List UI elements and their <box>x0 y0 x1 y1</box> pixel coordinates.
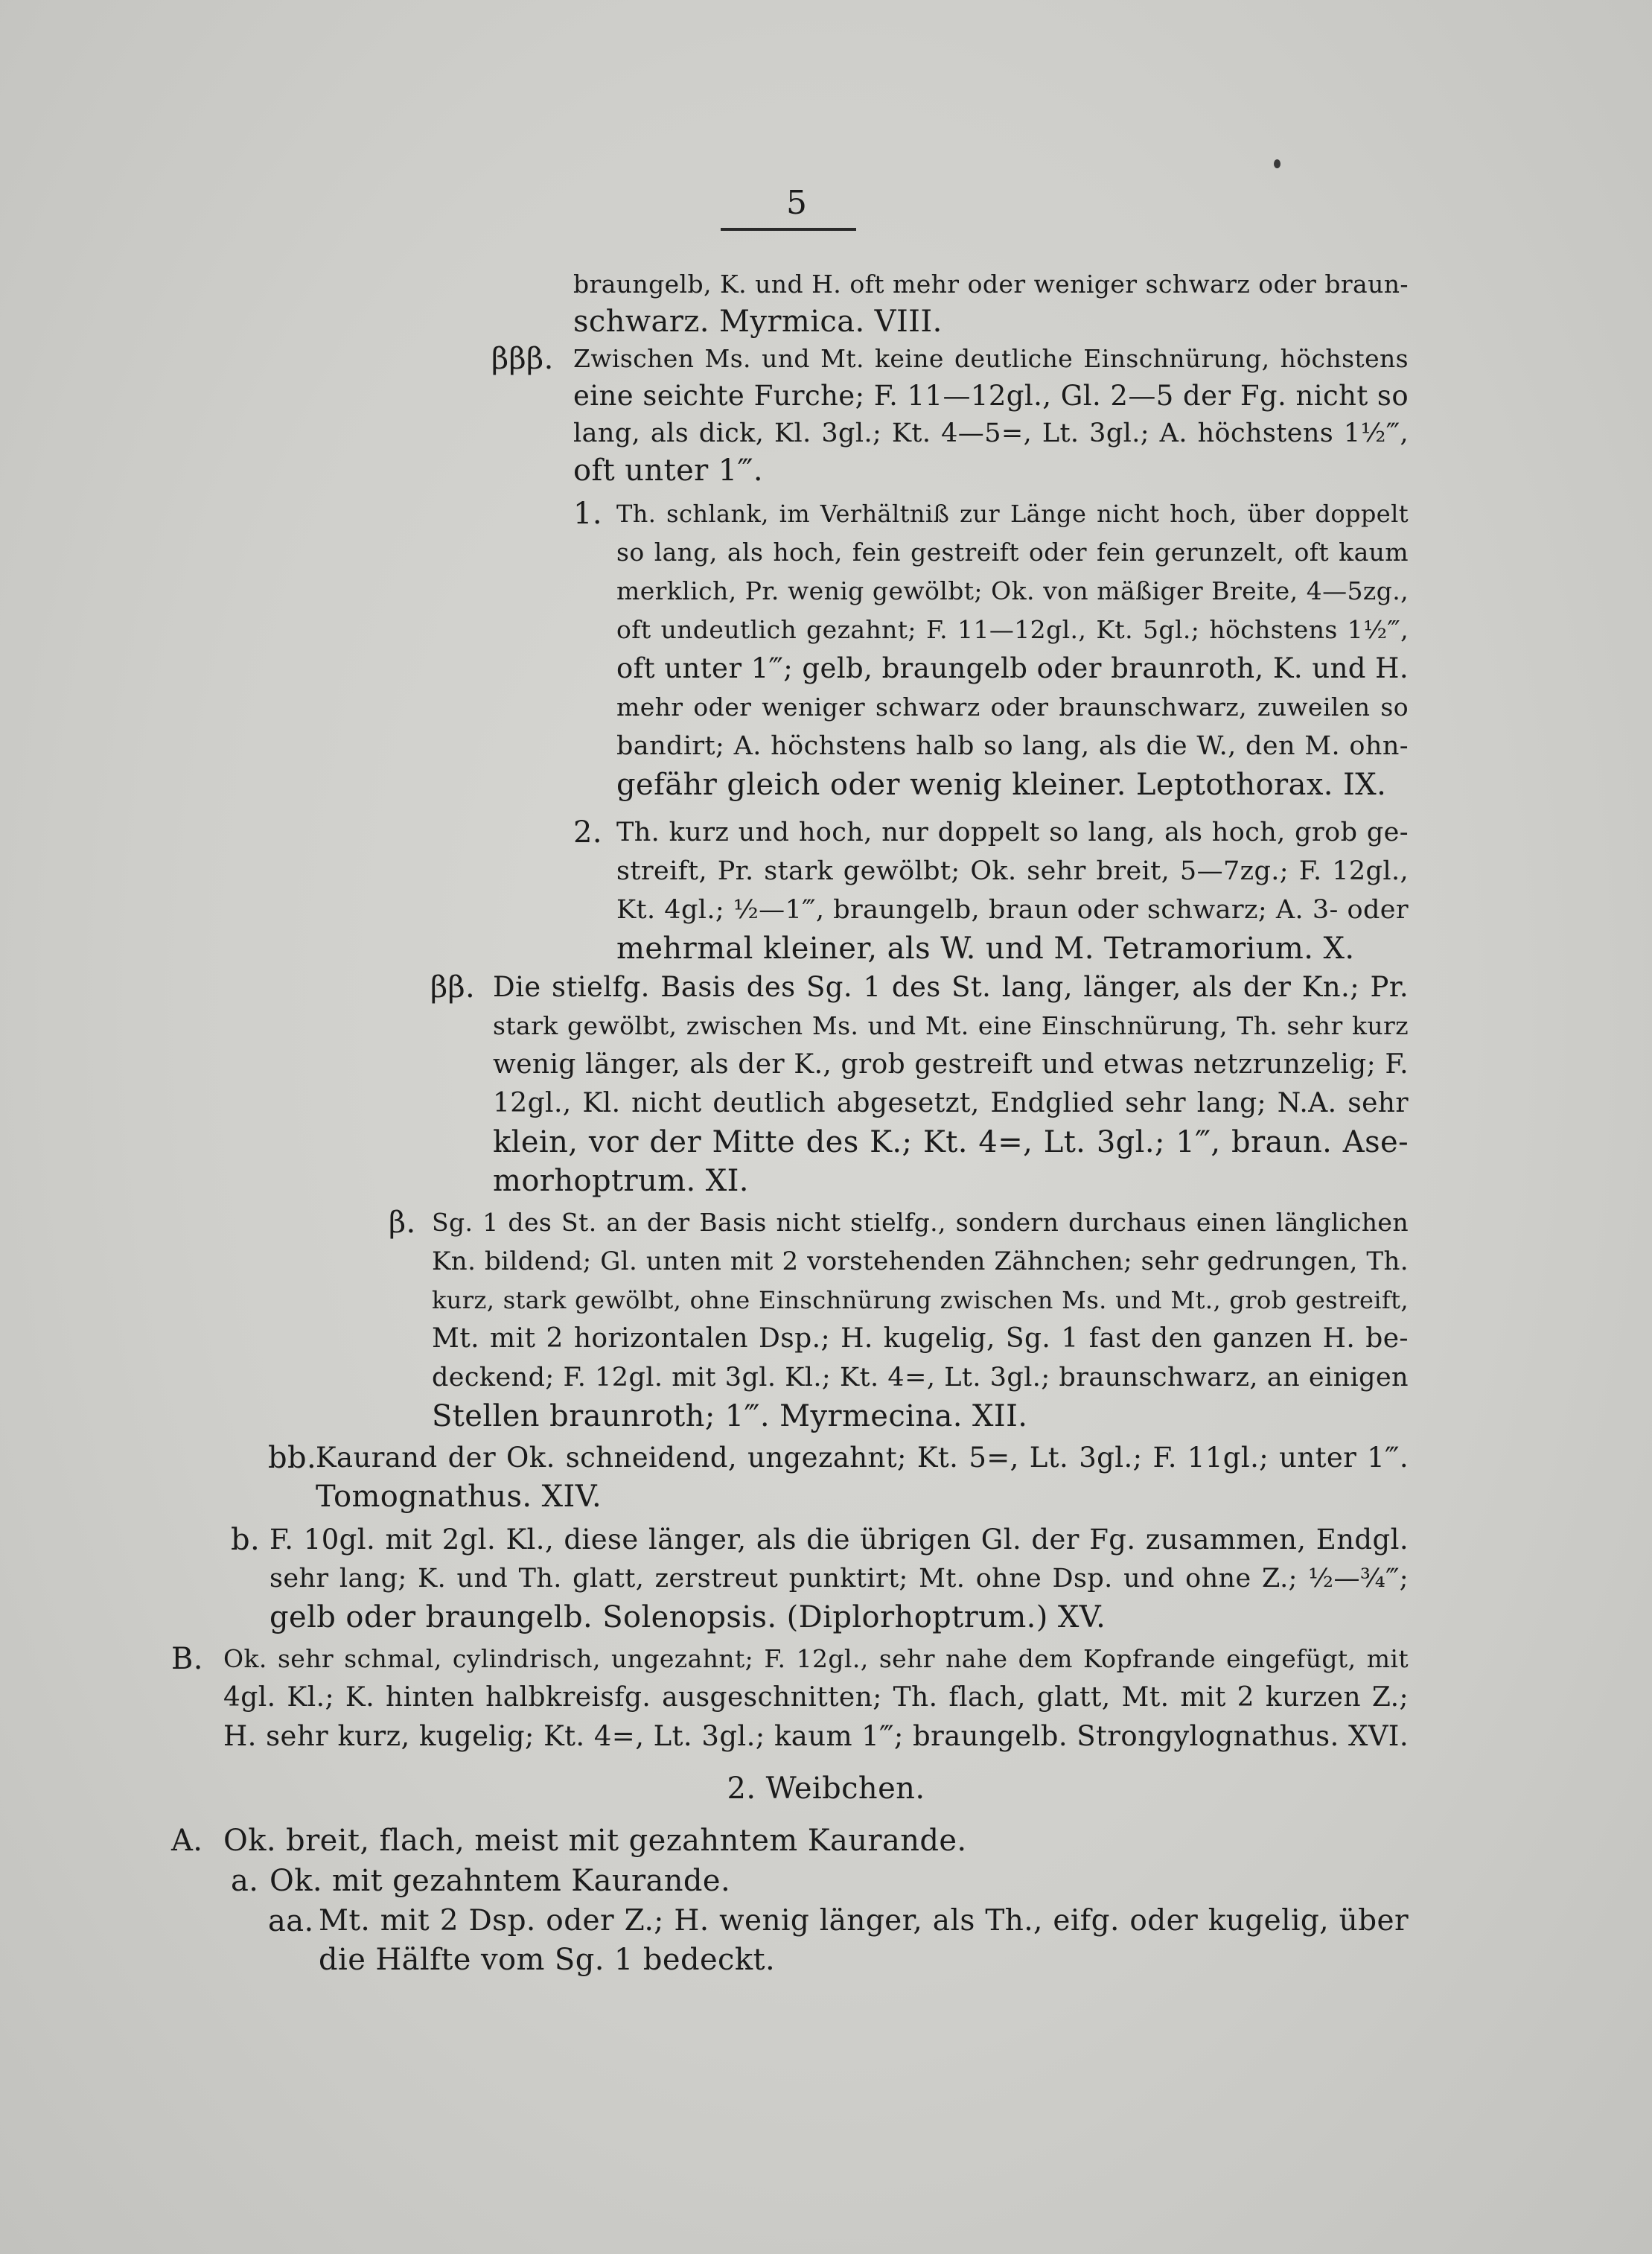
line-label: a. <box>231 1864 259 1898</box>
ink-speck <box>1274 159 1281 168</box>
section-heading <box>0 1768 1652 1809</box>
line-text: morhoptrum. XI. <box>493 1164 749 1198</box>
line-text: oft undeutlich gezahnt; F. 11—12gl., Kt. 5gl.; höchstens 1½‴, <box>616 615 1409 644</box>
line-text: Zwischen Ms. und Mt. keine deutliche Einschnürung, höchstens <box>573 344 1409 373</box>
line-text: oft unter 1‴; gelb, braungelb oder braunroth, K. und H. <box>616 652 1409 684</box>
line-text: Th. schlank, im Verhältniß zur Länge nicht hoch, über doppelt <box>616 500 1409 528</box>
line-text: Kaurand der Ok. schneidend, ungezahnt; Kt. 5=, Lt. 3gl.; F. 11gl.; unter 1‴. <box>316 1442 1409 1474</box>
line-text: Stellen braunroth; 1‴. Myrmecina. XII. <box>432 1399 1028 1433</box>
line-label: bb. <box>268 1441 317 1475</box>
line-text: braungelb, K. und H. oft mehr oder weniger schwarz oder braun- <box>573 270 1409 299</box>
line-text: merklich, Pr. wenig gewölbt; Ok. von mäßiger Breite, 4—5zg., <box>616 576 1409 605</box>
line-text: Th. kurz und hoch, nur doppelt so lang, als hoch, grob ge- <box>616 818 1409 847</box>
line-text: Kt. 4gl.; ½—1‴, braungelb, braun oder schwarz; A. 3- oder <box>616 895 1409 925</box>
line-text: wenig länger, als der K., grob gestreift und etwas netzrunzelig; F. <box>493 1049 1409 1080</box>
line-text: gefähr gleich oder wenig kleiner. Leptothorax. IX. <box>616 768 1387 802</box>
section-heading-text: 2. Weibchen. <box>727 1771 925 1806</box>
line-text: Ok. sehr schmal, cylindrisch, ungezahnt; F. 12gl., sehr nahe dem Kopfrande eingefügt, mit <box>223 1644 1409 1673</box>
line-label: aa. <box>268 1904 314 1938</box>
line-label: 1. <box>573 497 602 531</box>
line-text: Ok. mit gezahntem Kaurande. <box>270 1864 731 1898</box>
line-text: Tomognathus. XIV. <box>316 1480 602 1514</box>
line-text: H. sehr kurz, kugelig; Kt. 4=, Lt. 3gl.; kaum 1‴; braungelb. Strongylognathus. XVI. <box>223 1720 1409 1752</box>
line-text: 4gl. Kl.; K. hinten halbkreisfg. ausgeschnitten; Th. flach, glatt, Mt. mit 2 kurzen Z.; <box>223 1682 1409 1713</box>
line-text: eine seichte Furche; F. 11—12gl., Gl. 2—5 der Fg. nicht so <box>573 380 1409 412</box>
line-text: mehrmal kleiner, als W. und M. Tetramorium. X. <box>616 932 1355 966</box>
line-text: Ok. breit, flach, meist mit gezahntem Kaurande. <box>223 1824 967 1858</box>
line-label: A. <box>171 1824 203 1858</box>
line-label: 2. <box>573 815 602 850</box>
line-text: Die stielfg. Basis des Sg. 1 des St. lang, länger, als der Kn.; Pr. <box>493 971 1409 1003</box>
line-text: sehr lang; K. und Th. glatt, zerstreut punktirt; Mt. ohne Dsp. und ohne Z.; ½—¾‴; <box>270 1564 1409 1594</box>
line-label: b. <box>231 1523 261 1557</box>
line-text: F. 10gl. mit 2gl. Kl., diese länger, als die übrigen Gl. der Fg. zusammen, Endgl. <box>270 1524 1409 1556</box>
line-text: bandirt; A. höchstens halb so lang, als die W., den M. ohn- <box>616 731 1409 761</box>
line-label: βββ. <box>491 342 554 376</box>
page-number: 5 <box>786 184 807 222</box>
line-text: gelb oder braungelb. Solenopsis. (Diplorhoptrum.) XV. <box>270 1600 1106 1634</box>
line-text: kurz, stark gewölbt, ohne Einschnürung zwischen Ms. und Mt., grob gestreift, <box>432 1286 1409 1314</box>
line-text: lang, als dick, Kl. 3gl.; Kt. 4—5=, Lt. 3gl.; A. höchstens 1½‴, <box>573 418 1409 448</box>
line-text: die Hälfte vom Sg. 1 bedeckt. <box>319 1943 776 1977</box>
line-text: deckend; F. 12gl. mit 3gl. Kl.; Kt. 4=, Lt. 3gl.; braunschwarz, an einigen <box>432 1363 1409 1392</box>
line-text: streift, Pr. stark gewölbt; Ok. sehr breit, 5—7zg.; F. 12gl., <box>616 856 1409 886</box>
line-text: klein, vor der Mitte des K.; Kt. 4=, Lt. 3gl.; 1‴, braun. Ase- <box>493 1125 1409 1159</box>
line-label: β. <box>389 1206 416 1240</box>
line-text: Kn. bildend; Gl. unten mit 2 vorstehenden Zähnchen; sehr gedrungen, Th. <box>432 1247 1409 1276</box>
line-text: 12gl., Kl. nicht deutlich abgesetzt, Endglied sehr lang; N.A. sehr <box>493 1088 1409 1118</box>
line-text: Mt. mit 2 Dsp. oder Z.; H. wenig länger, als Th., eifg. oder kugelig, über <box>319 1904 1409 1938</box>
line-text: oft unter 1‴. <box>573 453 763 488</box>
line-label: ββ. <box>430 970 476 1005</box>
line-label: B. <box>171 1642 203 1676</box>
line-text: mehr oder weniger schwarz oder braunschwarz, zuweilen so <box>616 693 1409 722</box>
line-text: Sg. 1 des St. an der Basis nicht stielfg., sondern durchaus einen länglichen <box>432 1208 1409 1237</box>
line-text: so lang, als hoch, fein gestreift oder fein gerunzelt, oft kaum <box>616 538 1409 567</box>
line-text: stark gewölbt, zwischen Ms. und Mt. eine Einschnürung, Th. sehr kurz <box>493 1011 1409 1040</box>
line-text: schwarz. Myrmica. VIII. <box>573 305 943 339</box>
line-text: Mt. mit 2 horizontalen Dsp.; H. kugelig, Sg. 1 fast den ganzen H. be- <box>432 1323 1409 1354</box>
page-number-rule <box>721 228 856 231</box>
